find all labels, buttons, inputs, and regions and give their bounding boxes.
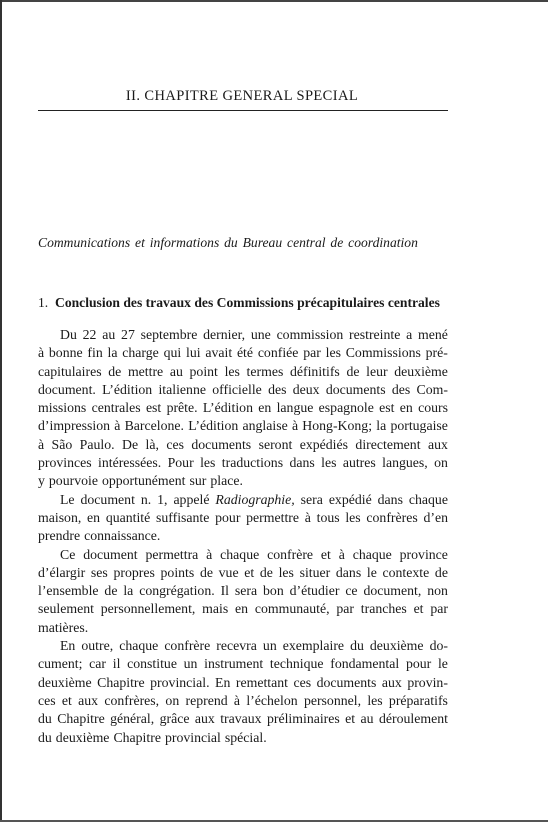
body-line: du Chapitre général, grâce aux travaux préliminaires et au déroulement bbox=[38, 711, 448, 727]
body-line: Le document n. 1, appelé Radiographie, sera expédié dans chaque bbox=[60, 491, 448, 507]
body-line: document. L’édition italienne officielle des deux documents des Com- bbox=[38, 381, 448, 397]
body-line: matières. bbox=[38, 619, 89, 635]
header-rule bbox=[38, 110, 448, 111]
body-line: prendre connaissance. bbox=[38, 528, 161, 544]
body-line: capitulaires de mettre au point les termes définitifs de leur deuxième bbox=[38, 363, 448, 379]
body-line: En outre, chaque confrère recevra un exemplaire du deuxième do- bbox=[60, 638, 448, 654]
heading-title: Conclusion des travaux des Commissions précapitulaires centrales bbox=[55, 295, 440, 310]
page-left-edge bbox=[0, 0, 2, 822]
body-line: Ce document permettra à chaque confrère et à chaque province bbox=[60, 546, 448, 562]
page-top-edge bbox=[0, 0, 548, 2]
body-line: d’impression à Barcelone. L’édition anglaise à Hong-Kong; la portugaise bbox=[38, 418, 448, 434]
body-line: à bonne fin la charge qui lui avait été confiée par les Commissions pré- bbox=[38, 345, 448, 361]
body-line: y pourvoie opportunément sur place. bbox=[38, 473, 243, 489]
body-line: maison, en quantité suffisante pour permettre à tous les confrères d’en bbox=[38, 509, 448, 525]
body-line: ces et aux confrères, on reprend à l’échelon personnel, les préparatifs bbox=[38, 692, 448, 708]
running-head: II. CHAPITRE GENERAL SPECIAL bbox=[125, 88, 359, 104]
body-line: d’élargir ses propres points de vue et de les situer dans le contexte de bbox=[38, 564, 448, 580]
body-line: Du 22 au 27 septembre dernier, une commission restreinte a mené bbox=[60, 327, 448, 342]
section-heading bbox=[38, 295, 458, 311]
body-line: provinces intéressées. Pour les traductions dans les autres langues, on bbox=[38, 455, 448, 471]
body-line: missions centrales est prête. L’édition en langue espagnole est en cours bbox=[38, 400, 448, 416]
section-subtitle: Communications et informations du Bureau central de coordination bbox=[38, 235, 418, 250]
heading-number: 1. bbox=[38, 295, 49, 310]
body-line: à São Paulo. De là, ces documents seront expédiés directement aux bbox=[38, 436, 448, 452]
body-line: l’ensemble de la congrégation. Il sera bon d’étudier ce document, non bbox=[38, 583, 448, 599]
body-line: seulement personnellement, mais en communauté, par tranches et par bbox=[38, 601, 448, 617]
body-line: du deuxième Chapitre provincial spécial. bbox=[38, 729, 267, 745]
body-line: cument; car il constitue un instrument technique fondamental pour le bbox=[38, 656, 448, 672]
body-line: deuxième Chapitre provincial. En remettant ces documents aux provin- bbox=[38, 674, 448, 690]
body-text bbox=[38, 326, 448, 747]
